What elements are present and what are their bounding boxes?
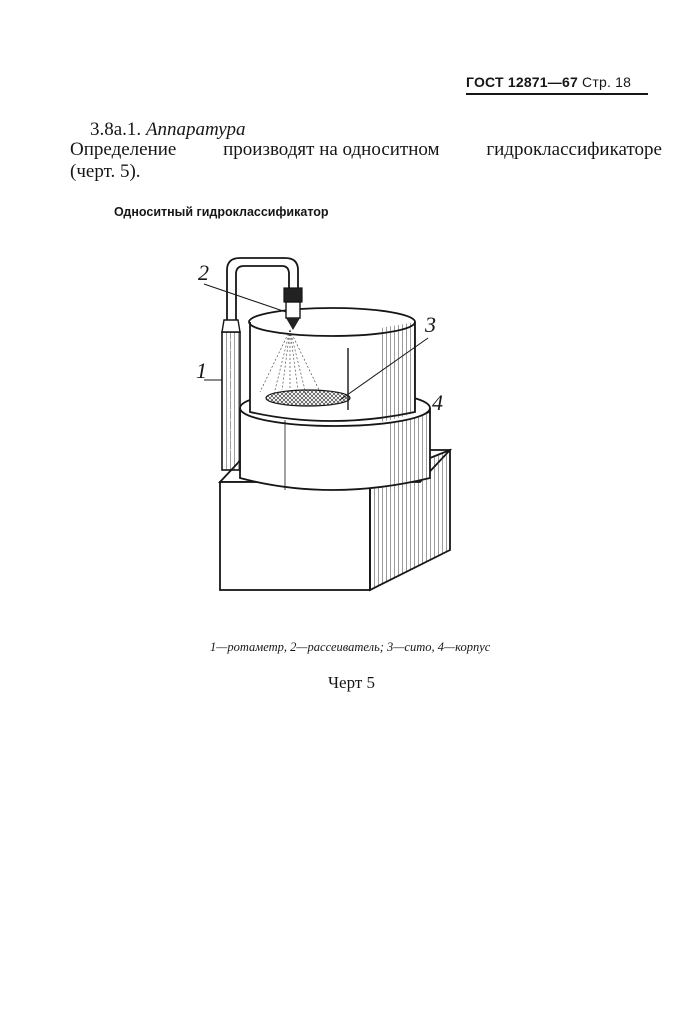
figure-caption: Черт 5 (328, 673, 376, 692)
callout-1: 1 (196, 358, 207, 383)
rotameter (222, 320, 240, 470)
paragraph-word: гидроклассификаторе (486, 139, 662, 160)
standard-number: ГОСТ 12871—67 (466, 74, 578, 90)
callout-2: 2 (198, 260, 209, 285)
sieve (266, 390, 350, 406)
figure-legend: 1—ротаметр, 2—рассеиватель; 3—сито, 4—корпус (210, 640, 491, 654)
paragraph-line-1 (70, 139, 662, 161)
paragraph-word: Определение (70, 139, 177, 160)
section-title: Аппаратура (145, 119, 246, 140)
callout-3: 3 (425, 312, 436, 337)
body-paragraph (70, 139, 662, 183)
hydroclassifier-drawing (190, 250, 470, 600)
paragraph-words: производят на односитном (223, 139, 440, 160)
page-number: Стр. 18 (582, 74, 632, 90)
section-heading (90, 119, 245, 141)
figure-title: Односитный гидроклассификатор (114, 205, 329, 219)
header-rule (466, 93, 648, 95)
section-number: 3.8а.1. (90, 119, 142, 140)
paragraph-line-2: (черт. 5). (70, 161, 141, 182)
callout-4: 4 (432, 390, 443, 415)
page-header (466, 74, 656, 95)
